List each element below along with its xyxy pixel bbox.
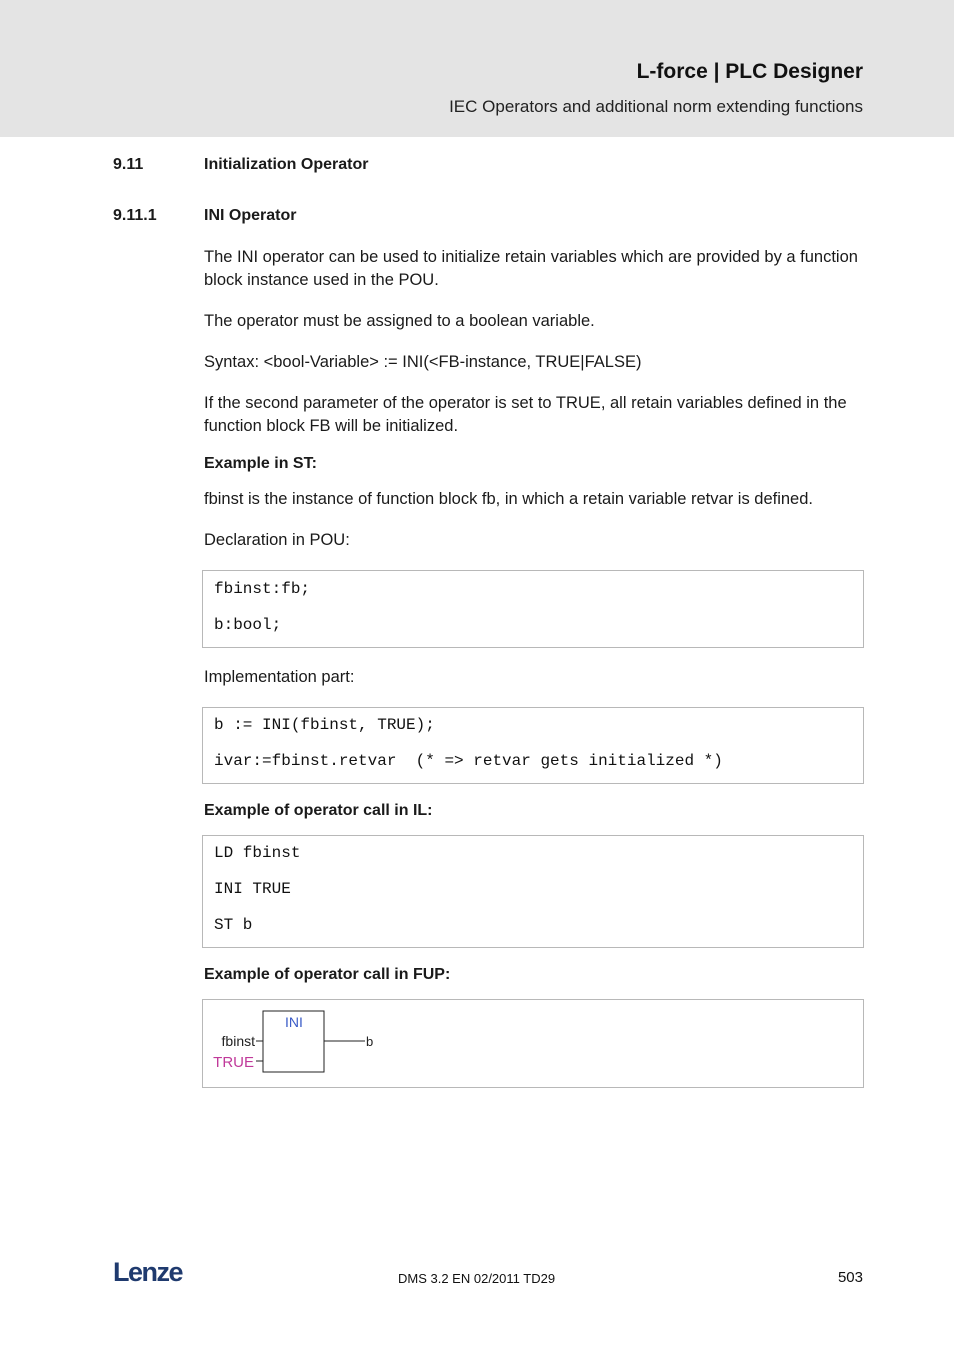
assign-paragraph: The operator must be assigned to a boolean variable. — [204, 312, 595, 330]
logo-wordmark: Lenze — [113, 1258, 183, 1286]
page-number: 503 — [837, 1269, 863, 1286]
header-subtitle: IEC Operators and additional norm extending functions — [449, 97, 863, 116]
example-st-heading: Example in ST: — [204, 455, 317, 472]
implementation-code-box — [202, 707, 864, 784]
lenze-logo — [113, 1258, 193, 1291]
il-code-box — [202, 835, 864, 948]
output-label: b — [366, 1034, 374, 1049]
fup-diagram — [203, 1000, 863, 1087]
code-line: b := INI(fbinst, TRUE); — [214, 716, 435, 734]
section-number: 9.11 — [113, 156, 144, 173]
declaration-label: Declaration in POU: — [204, 531, 350, 549]
header-title: L-force | PLC Designer — [636, 60, 863, 83]
fup-diagram-box — [202, 999, 864, 1088]
code-line: ST b — [214, 916, 253, 934]
second-param-paragraph: If the second parameter of the operator is set to TRUE, all retain variables defined in the function block FB will be initialized. — [204, 394, 847, 435]
lenze-logo-icon — [113, 1258, 193, 1286]
subsection-title: INI Operator — [204, 207, 297, 224]
input1-label: fbinst — [221, 1033, 255, 1049]
page-header — [0, 0, 954, 137]
example-il-heading: Example of operator call in IL: — [204, 802, 433, 819]
input2-label: TRUE — [213, 1054, 254, 1071]
code-line: INI TRUE — [214, 880, 291, 898]
code-line: b:bool; — [214, 616, 282, 634]
subsection-number: 9.11.1 — [113, 207, 157, 224]
implementation-label: Implementation part: — [204, 668, 355, 686]
intro-paragraph: The INI operator can be used to initialize retain variables which are provided by a function block instance used in the POU. — [204, 248, 858, 289]
document-id: DMS 3.2 EN 02/2011 TD29 — [398, 1271, 556, 1286]
code-line: fbinst:fb; — [214, 580, 311, 598]
fbinst-description: fbinst is the instance of function block fb, in which a retain variable retvar is defined. — [204, 490, 813, 508]
code-line: ivar:=fbinst.retvar (* => retvar gets initialized *) — [214, 752, 723, 770]
example-fup-heading: Example of operator call in FUP: — [204, 966, 451, 983]
section-title: Initialization Operator — [204, 156, 369, 173]
block-name-label: INI — [285, 1014, 303, 1030]
declaration-code-box — [202, 570, 864, 648]
syntax-paragraph: Syntax: <bool-Variable> := INI(<FB-instance, TRUE|FALSE) — [204, 353, 642, 371]
code-line: LD fbinst — [214, 844, 301, 862]
